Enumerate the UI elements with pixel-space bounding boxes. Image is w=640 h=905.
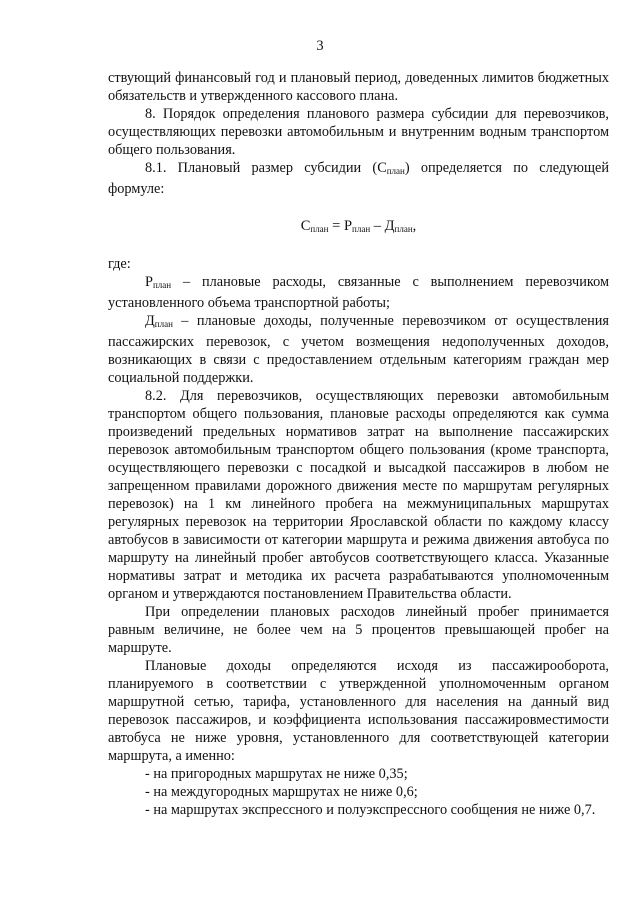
formula-eq: = [328,218,344,234]
def-r-sub: план [152,280,172,290]
def-r-text: – плановые расходы, связанные с выполнением перевозчиком установленного объема транспортной работы; [108,274,609,311]
page-number: 3 [316,38,324,54]
document-body [108,69,609,819]
p81-subscript: план [386,166,405,176]
formula-minus: – [370,218,385,234]
list-item-intercity: - на междугородных маршрутах не ниже 0,6; [145,784,418,800]
formula-d-sub: план [394,224,413,234]
def-r-head: Р [145,274,153,290]
where-label: где: [108,256,131,272]
paragraph-linear-mileage: При определении плановых расходов линейный пробег принимается равным величине, не более чем на 5 процентов превышающей пробег на маршруте. [108,604,609,656]
paragraph-8-2: 8.2. Для перевозчиков, осуществляющих перевозки автомобильным транспортом общего пользования, плановые расходы определяются как сумма произведений предельных нормативов затрат на выполнение пассажирских перевозок автомобильным транспортом общего пользования (кроме транспорта, осуществляющего перевозки с посадкой и высадкой пассажиров в любом не запрещенном правилами дорожного движения месте по маршрутам регулярных перевозок) на 1 км линейного пробега на межмуниципальных маршрутах регулярных перевозок на территории Ярославской области по каждому классу автобусов в зависимости от категории маршрута и режима движения автобуса по маршруту на линейный пробег автобусов соответствующего класса. Указанные нормативы затрат и методика их расчета разрабатываются уполномоченным органом и утверждаются постановлением Правительства области. [108,388,609,602]
formula-r: Р [343,218,353,234]
formula-end: , [412,218,417,234]
paragraph-section-8: 8. Порядок определения планового размера субсидии для перевозчиков, осуществляющих перевозки автомобильным и внутренним водным транспортом общего пользования. [108,106,609,158]
paragraph-continuation: ствующий финансовый год и плановый период, доведенных лимитов бюджетных обязательств и утвержденного кассового плана. [108,70,609,104]
def-d-head: Д [145,313,155,329]
formula-c-sub: план [310,224,329,234]
list-item-suburban: - на пригородных маршрутах не ниже 0,35; [145,766,408,782]
p81-text-b: ) определяется по следующей формуле: [108,160,609,197]
definition-planned-income [108,312,609,387]
definition-planned-expenses [108,273,609,312]
list-item-express: - на маршрутах экспрессного и полуэкспрессного сообщения не ниже 0,7. [145,802,596,818]
def-d-text: – плановые доходы, полученные перевозчиком от осуществления пассажирских перевозок, с учетом возмещения недополученных доходов, возникающих в связи с предоставлением отдельным категориям граждан мер социальной поддержки. [108,313,609,386]
formula [108,217,609,238]
paragraph-planned-income: Плановые доходы определяются исходя из пассажирооборота, планируемого в соответствии с утвержденной уполномоченным органом маршрутной сетью, тарифа, установленного для населения на данный вид перевозок пассажиров, и коэффициента использования пассажировместимости автобуса не ниже уровня, установленного для соответствующей категории маршрута, а именно: [108,658,609,764]
p81-text-a: 8.1. Плановый размер субсидии (С [145,160,387,176]
formula-d: Д [384,218,395,234]
formula-c: С [300,218,311,234]
formula-r-sub: план [352,224,371,234]
def-d-sub: план [154,319,173,329]
paragraph-8-1 [108,159,609,198]
